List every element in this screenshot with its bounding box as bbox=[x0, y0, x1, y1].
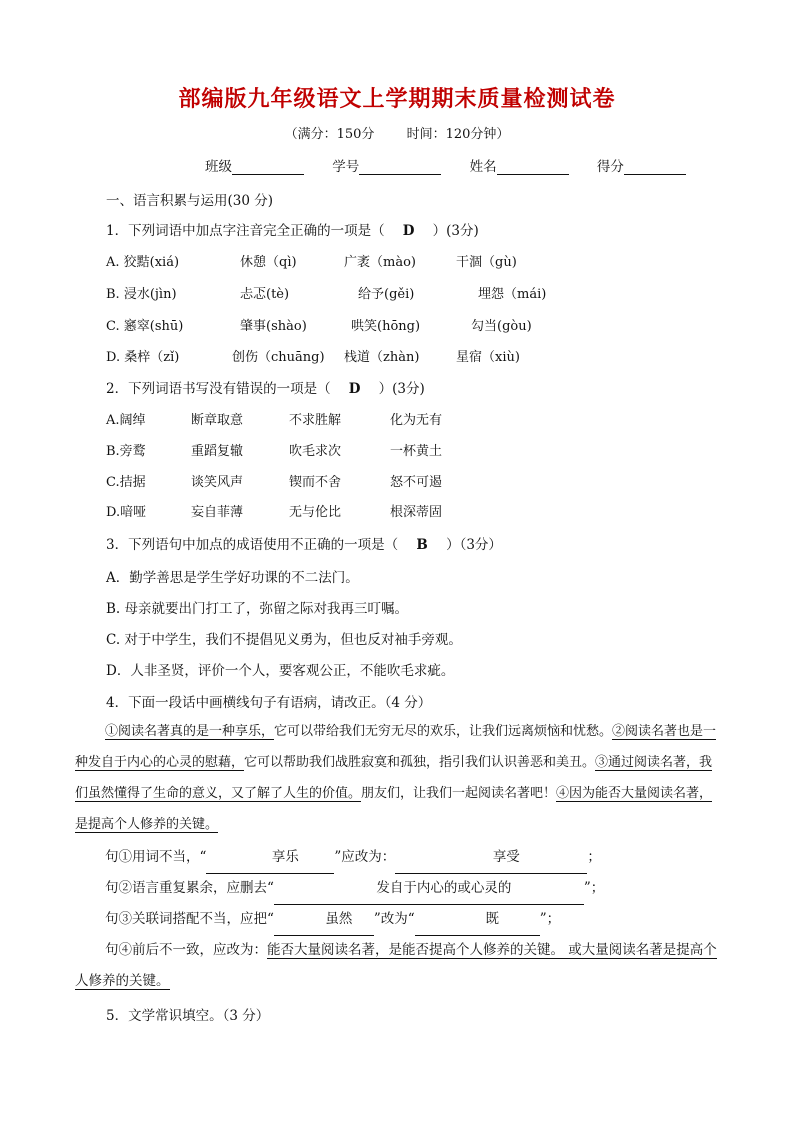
class-field[interactable]: 班级 bbox=[205, 155, 304, 175]
q4-fix-4: 句④前后不一致，应改为：能否大量阅读名著，是能否提高个人修养的关键。 或大量阅读名著是提高个人修养的关键。 bbox=[75, 942, 717, 989]
exam-info bbox=[0, 123, 794, 142]
section-heading: 一、语言积累与运用(30 分) bbox=[106, 193, 274, 209]
question-3-answer: B bbox=[416, 537, 428, 553]
q3-option-c: C. 对于中学生，我们不提倡见义勇为，但也反对袖手旁观。 bbox=[106, 632, 462, 648]
q4-fix-3: 句③关联词搭配不当，应把“ 虽然 ”改为“ 既 ”； bbox=[75, 904, 720, 936]
question-1-stem: 1．下列词语中加点字注音完全正确的一项是（ D ）(3分) bbox=[106, 223, 479, 239]
q3-option-a: A．勤学善思是学生学好功课的不二法门。 bbox=[106, 570, 359, 586]
question-2-stem: 2．下列词语书写没有错误的一项是（ D ）(3分) bbox=[106, 381, 425, 397]
question-1-answer: D bbox=[402, 223, 415, 239]
time-info: 时间：120分钟） bbox=[406, 127, 510, 142]
page-title: 部编版九年级语文上学期期末质量检测试卷 bbox=[178, 87, 616, 112]
score-info: （满分：150分 bbox=[284, 127, 375, 142]
q3-option-b: B. 母亲就要出门打工了，弥留之际对我再三叮嘱。 bbox=[106, 601, 409, 617]
q3-option-d: D．人非圣贤，评价一个人，要客观公正，不能吹毛求疵。 bbox=[106, 663, 455, 679]
q4-fix-1: 句①用词不当，“ 享乐 ”应改为： 享受 ； bbox=[75, 842, 720, 874]
name-field[interactable]: 姓名 bbox=[470, 155, 569, 175]
question-5-stem: 5．文学常识填空。（3 分） bbox=[106, 1008, 270, 1024]
q4-fix-2: 句②语言重复累余，应删去“ 发自于内心的或心灵的 ”； bbox=[75, 873, 720, 905]
number-field[interactable]: 学号 bbox=[332, 155, 441, 175]
q4-passage: ①阅读名著真的是一种享乐，它可以带给我们无穷无尽的欢乐，让我们远离烦恼和忧愁。②阅读名著也是一种发自于内心的心灵的慰藉，它可以帮助我们战胜寂寞和孤独，指引我们认识善恶和美丑。③通过阅读名著，我们虽然懂得了生命的意义，又了解了人生的价值。朋友们，让我们一起阅读名著吧！④因为能否大量阅读名著，是提高个人修养的关键。 bbox=[75, 724, 717, 832]
student-fields bbox=[205, 155, 710, 175]
question-3-stem: 3．下列语句中加点的成语使用不正确的一项是（ B ）（3分） bbox=[106, 537, 502, 553]
question-2-answer: D bbox=[348, 381, 361, 397]
question-4-stem: 4．下面一段话中画横线句子有语病，请改正。（4 分） bbox=[106, 695, 432, 711]
grade-field[interactable]: 得分 bbox=[597, 155, 686, 175]
exam-page: 部编版九年级语文上学期期末质量检测试卷 （满分：150分 时间：120分钟） 班级 学号 姓名 得分 一、语言积累与运用(30 分) 1．下列词语中加点字注音完全正确的一项是（ D ）(3分) A. 狡黠(xiá) 休憩（qì) 广袤（mào) 干涸（gù) B. 浸水(jìn) 忐忑(tè) 给予(gěi) 埋怨（mái) C. 窸窣(shū) 肇事(shào) 哄笑(hōng) 勾当(gòu) D. 桑梓（zǐ) 创伤（chuāng) 栈道（zhàn) 星宿（xiù) 2．下列词语书写没有错误的一项是（ D ）(3分) A.阔绰 断章取意 不求胜解 化为无有 B.旁鹜 重蹈复辙 吹毛求次 一杯黄土 C.拮据 谈笑风声 锲而不舍 怒不可遏 D.喑哑 妄自菲薄 无与伦比 根深蒂固 3．下列语句中加点的成语使用不正确的一项是（ B ）（3分） A．勤学善思是学生学好功课的不二法门。 B. 母亲就要出门打工了，弥留之际对我再三叮嘱。 C. 对于中学生，我们不提倡见义勇为，但也反对袖手旁观。 D．人非圣贤，评价一个人，要客观公正，不能吹毛求疵。 4．下面一段话中画横线句子有语病，请改正。（4 分） ①阅读名著真的是一种享乐，它可以带给我们无穷无尽的欢乐，让我们远离烦恼和忧愁。②阅读名著也是一种发自于内心的心灵的慰藉，它可以帮助我们战胜寂寞和孤独，指引我们认识善恶和美丑。③通过阅读名著，我们虽然懂得了生命的意义，又了解了人生的价值。朋友们，让我们一起阅读名著吧！④因为能否大量阅读名著，是提高个人修养的关键。 句①用词不当，“ 享乐 ”应改为： 享受 ； 句②语言重复累余，应删去“ 发自于内心的或心灵的 ”； 句③关联词搭配不当，应把“ 虽然 ”改为“ 既 ”； 句④前后不一致，应改为：能否大量阅读名著，是能否提高个人修养的关键。 或大量阅读名著是提高个人修养的关键。 5．文学常识填空。（3 分） bbox=[0, 0, 794, 1123]
